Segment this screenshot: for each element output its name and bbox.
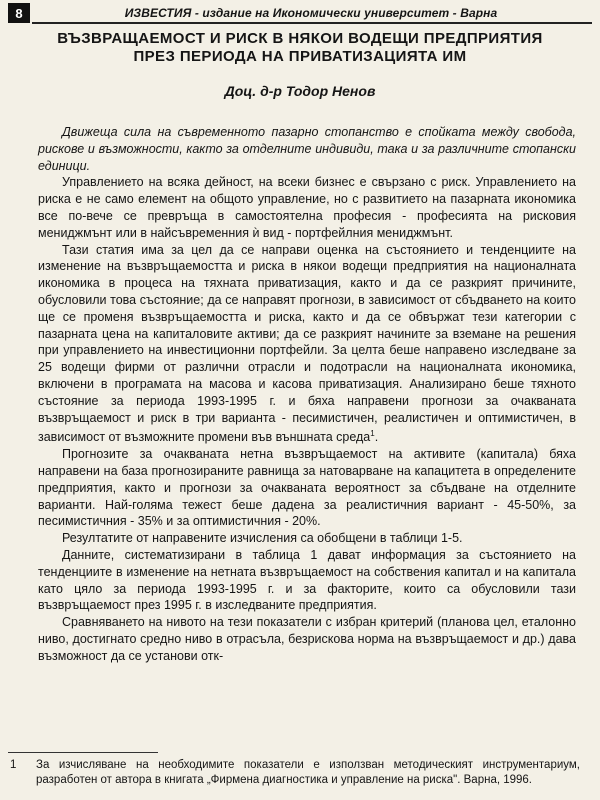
paragraph-end: . <box>374 430 379 445</box>
paragraph: Прогнозите за очакваната нетна възвръщаемост на активите (капитала) бяха направени на база прогнозираните равнища за натоварване на капацитета в определените предприятия, както и прогнози за очакваната вероятност за сбъдване на отделните варианти. Най-голяма тежест беше дадена за реалистичния вариант - 45-50%, за песимистичния - 35% и за оптимистичния - 20%. <box>38 447 576 529</box>
paragraph: Данните, систематизирани в таблица 1 дават информация за състоянието на тенденциите в изменение на нетната възвръщаемост на собствения капитал и на капитала като цяло за периода 1993-1995 г. и за факторите, които са обусловили тази възвръщаемост през 1995 г. в изследваните предприятия. <box>38 548 576 613</box>
article-body <box>38 124 576 665</box>
paragraph: Резултатите от направените изчисления са обобщени в таблици 1-5. <box>62 531 463 546</box>
title-line-1: ВЪЗВРАЩАЕМОСТ И РИСК В НЯКОИ ВОДЕЩИ ПРЕДПРИЯТИЯ <box>57 30 543 47</box>
author-name: Доц. д-р Тодор Ненов <box>224 83 376 99</box>
paragraph: Сравняването на нивото на тези показатели с избран критерий (планова цел, еталонно ниво, достигнато средно ниво в отрасъла, безрисковa норма на възвръщаемост и др.) дава възможност да се установи отк- <box>38 615 576 663</box>
paragraph: Движеща сила на съвременното пазарно стопанство е спойката между свобода, рискове и възможности, както за отделните индивиди, така и за различните стопански единици. <box>38 125 576 173</box>
title-line-2: ПРЕЗ ПЕРИОДА НА ПРИВАТИЗАЦИЯТА ИМ <box>133 48 467 65</box>
paragraph <box>38 242 576 447</box>
running-head: ИЗВЕСТИЯ - издание на Икономически университет - Варна <box>124 6 498 20</box>
header-rule <box>32 22 592 24</box>
footnote-divider <box>8 752 158 753</box>
footnote-reference[interactable]: 1 <box>370 429 375 439</box>
page-header <box>8 3 592 23</box>
article-title <box>20 30 580 66</box>
paragraph-text: Тази статия има за цел да се направи оценка на състоянието и тенденциите на изменение на възвръщаемостта и риска в някои водещи предприятия на националната иконoмика в процеса на тяхната приватизация, както и да се разкрият причините, обусловили това състояние; да се направят прогнози, в зависимост от сбъдването на които ще се променя възвръщаемостта и риска, както и да се обвържат тези категории с пазарната цена на капиталовите активи; да се разкрият начините за вземане на решения при управлението на инвестиционни портфейли. За целта беше направено изследване за 25 водещи фирми от различни отрасли и подотрасли на националната икономика, включени в програмата на масова и касова приватизация. Анализирано беше тяхното състояние за периода 1993-1995 г. и бяха направени прогнози за очакваната възвръщаемост и риск в три варианта - песимистичен, реалистичен и оптимистичен, в зависимост от възможните промени във външната среда <box>38 242 576 445</box>
footnote-text: За изчисляване на необходимите показатели е използван методическият инструментариум, разработен от автора в книгата „Фирмена диагностика и управление на риска". Варна, 1996. <box>36 759 580 786</box>
footnote <box>10 758 580 788</box>
page-number: 8 <box>8 3 30 23</box>
paragraph: Управлението на всяка дейност, на всеки бизнес е свързано с риск. Управлението на риска е не само елемент на общото управление, но с развитието на пазарната икономика все по-вече се превръща в самостоятелна професия - професията на рисковия мениджмънт или в найсъвременния ѝ вид - портфейлния мениджмънт. <box>38 175 576 240</box>
footnote-mark: 1 <box>10 759 17 771</box>
